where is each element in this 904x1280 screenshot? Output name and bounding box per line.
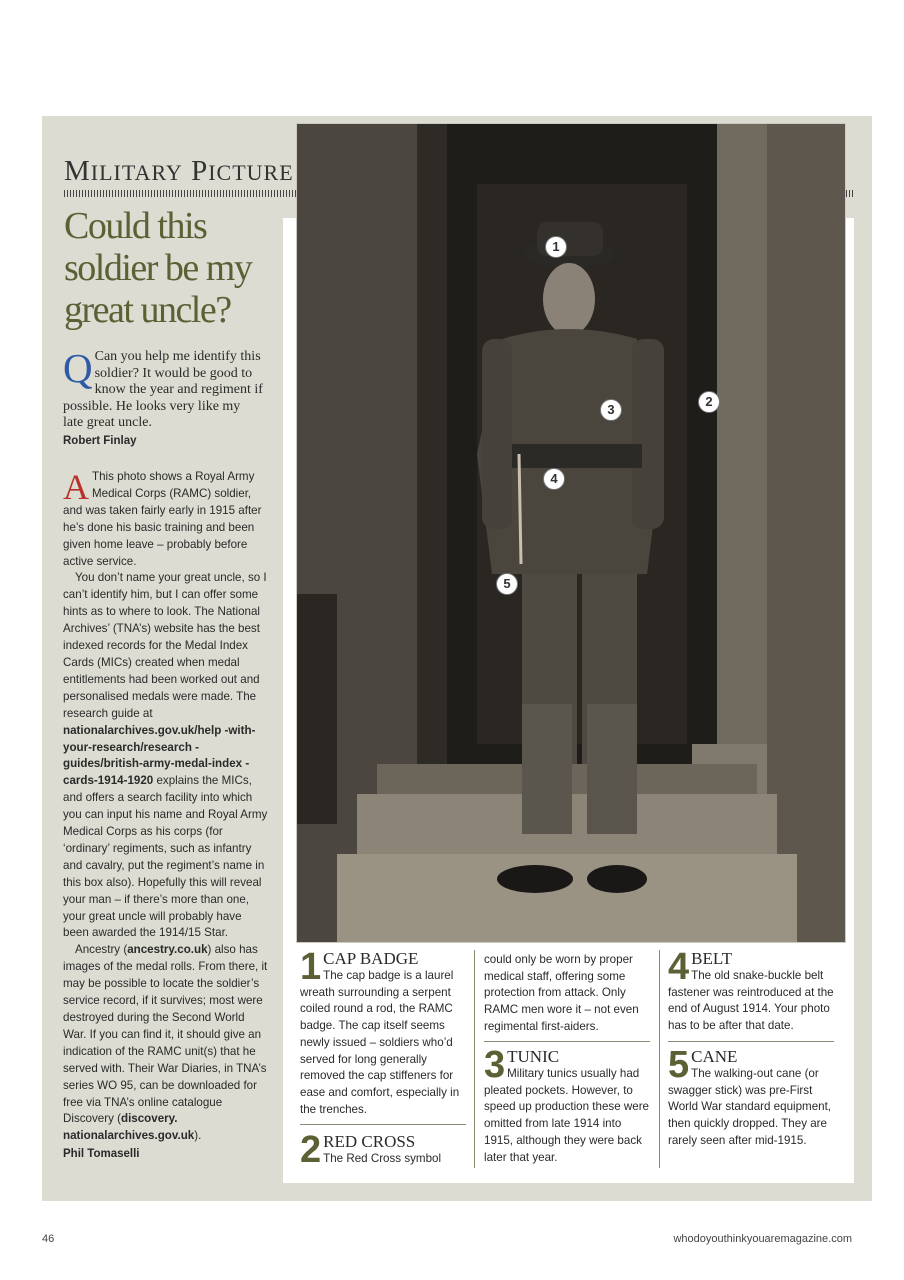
caption-tunic bbox=[484, 1044, 652, 1166]
section-rule bbox=[64, 190, 300, 197]
caption-divider bbox=[300, 1124, 466, 1125]
answer-paragraph-2: You don’t name your great uncle, so I can’t identify him, but I can offer some hints as to where to look. The National Archives’ (TNA’s) website has the best indexed records for the Medal Index Cards (MICs) created when medal entitlements had been worked out and personalised medals were made. The research guide at nationalarchives.gov.uk/help -with-your-research/research -guides/british-army-medal-index -cards-1914-1920 explains the MICs, and offers a search facility into which you can input his name and Royal Army Medical Corps as his corps (for ‘ordinary’ regiments, such as infantry and cavalry, put the regiment’s name in this box also). Hopefully this will reveal your man – if there’s more than one, your great uncle will probably have been awarded the 1914/15 Star. bbox=[63, 571, 268, 940]
question-author: Robert Finlay bbox=[63, 434, 137, 447]
caption-title: RED CROSS bbox=[323, 1132, 416, 1151]
caption-title: CANE bbox=[691, 1047, 738, 1066]
caption-number: 5 bbox=[668, 1044, 690, 1086]
caption-text: The cap badge is a laurel wreath surrounding a serpent coiled round a rod, the RAMC badge. The cap itself seems newly issued – soldiers who’d served for long generally removed the cap stiffeners for ease and comfort, especially in the trenches. bbox=[300, 969, 460, 1116]
caption-red-cross-cont: could only be worn by proper medical staff, offering some protection from attack. Only RAMC men wore it – not even regimental first-aiders. bbox=[484, 953, 639, 1033]
caption-text: The walking-out cane (or swagger stick) was pre-First World War standard equipment, then quickly dropped. They are rarely seen after mid-1915. bbox=[668, 1067, 832, 1147]
caption-cap-badge bbox=[300, 946, 465, 1118]
question-text: Can you help me identify this soldier? It would be good to know the year and regiment if possible. He looks very like my late great uncle. bbox=[63, 349, 263, 430]
caption-divider bbox=[484, 1041, 650, 1042]
marker-1: 1 bbox=[545, 236, 567, 258]
marker-2: 2 bbox=[698, 391, 720, 413]
answer-paragraph-1: This photo shows a Royal Army Medical Corps (RAMC) soldier, and was taken fairly early in 1915 after he’s done his basic training and been given home leave – probably before active service. bbox=[63, 470, 262, 568]
caption-number: 3 bbox=[484, 1044, 506, 1086]
marker-4: 4 bbox=[543, 468, 565, 490]
soldier-photo-illustration bbox=[297, 124, 845, 942]
caption-number: 1 bbox=[300, 946, 322, 988]
ancestry-link[interactable]: ancestry.co.uk bbox=[127, 943, 208, 957]
caption-cane bbox=[668, 1044, 834, 1150]
expert-answer bbox=[63, 469, 268, 1163]
caption-title: CAP BADGE bbox=[323, 949, 419, 968]
caption-title: TUNIC bbox=[507, 1047, 560, 1066]
headline: Could this soldier be my great uncle? bbox=[64, 205, 252, 331]
soldier-photo bbox=[297, 124, 845, 942]
tna-guide-link[interactable]: nationalarchives.gov.uk/help -with-your-research/research -guides/british-army-medal-index -cards-1914-1920 bbox=[63, 723, 256, 788]
discovery-link[interactable]: discovery. nationalarchives.gov.uk bbox=[63, 1112, 195, 1143]
section-title: MILITARY PICTURE bbox=[64, 155, 294, 187]
column-divider bbox=[659, 950, 660, 1168]
caption-number: 2 bbox=[300, 1129, 322, 1171]
answer-author: Phil Tomaselli bbox=[63, 1148, 140, 1161]
answer-paragraph-3: Ancestry (ancestry.co.uk) also has images of the medal rolls. From there, it may be possible to locate the soldier’s service record, if it survives; most were destroyed during the Second World War. If you can find it, it should give an indication of the RAMC unit(s) that he served with. Their War Diaries, in TNA’s series WO 95, can be downloaded for free via TNA’s online catalogue Discovery (discovery. nationalarchives.gov.uk). bbox=[63, 943, 268, 1143]
caption-red-cross bbox=[300, 1129, 465, 1171]
site-url: whodoyouthinkyouaremagazine.com bbox=[673, 1233, 852, 1245]
answer-dropcap: A bbox=[63, 467, 89, 507]
caption-number: 4 bbox=[668, 946, 690, 988]
section-rule-right bbox=[846, 190, 854, 197]
column-divider bbox=[474, 950, 475, 1168]
marker-3: 3 bbox=[600, 399, 622, 421]
caption-text: The old snake-buckle belt fastener was reintroduced at the end of August 1914. Your photo has to be after that date. bbox=[668, 969, 834, 1033]
question-dropcap: Q bbox=[63, 345, 93, 391]
caption-text: Military tunics usually had pleated pockets. However, to speed up production these were omitted from late 1914 into 1915, although they were back later that year. bbox=[484, 1067, 650, 1164]
reader-question bbox=[63, 345, 263, 449]
page-number: 46 bbox=[42, 1233, 55, 1245]
caption-title: BELT bbox=[691, 949, 733, 968]
caption-belt bbox=[668, 946, 836, 1035]
marker-5: 5 bbox=[496, 573, 518, 595]
caption-text: The Red Cross symbol bbox=[323, 1152, 442, 1165]
caption-divider bbox=[668, 1041, 834, 1042]
